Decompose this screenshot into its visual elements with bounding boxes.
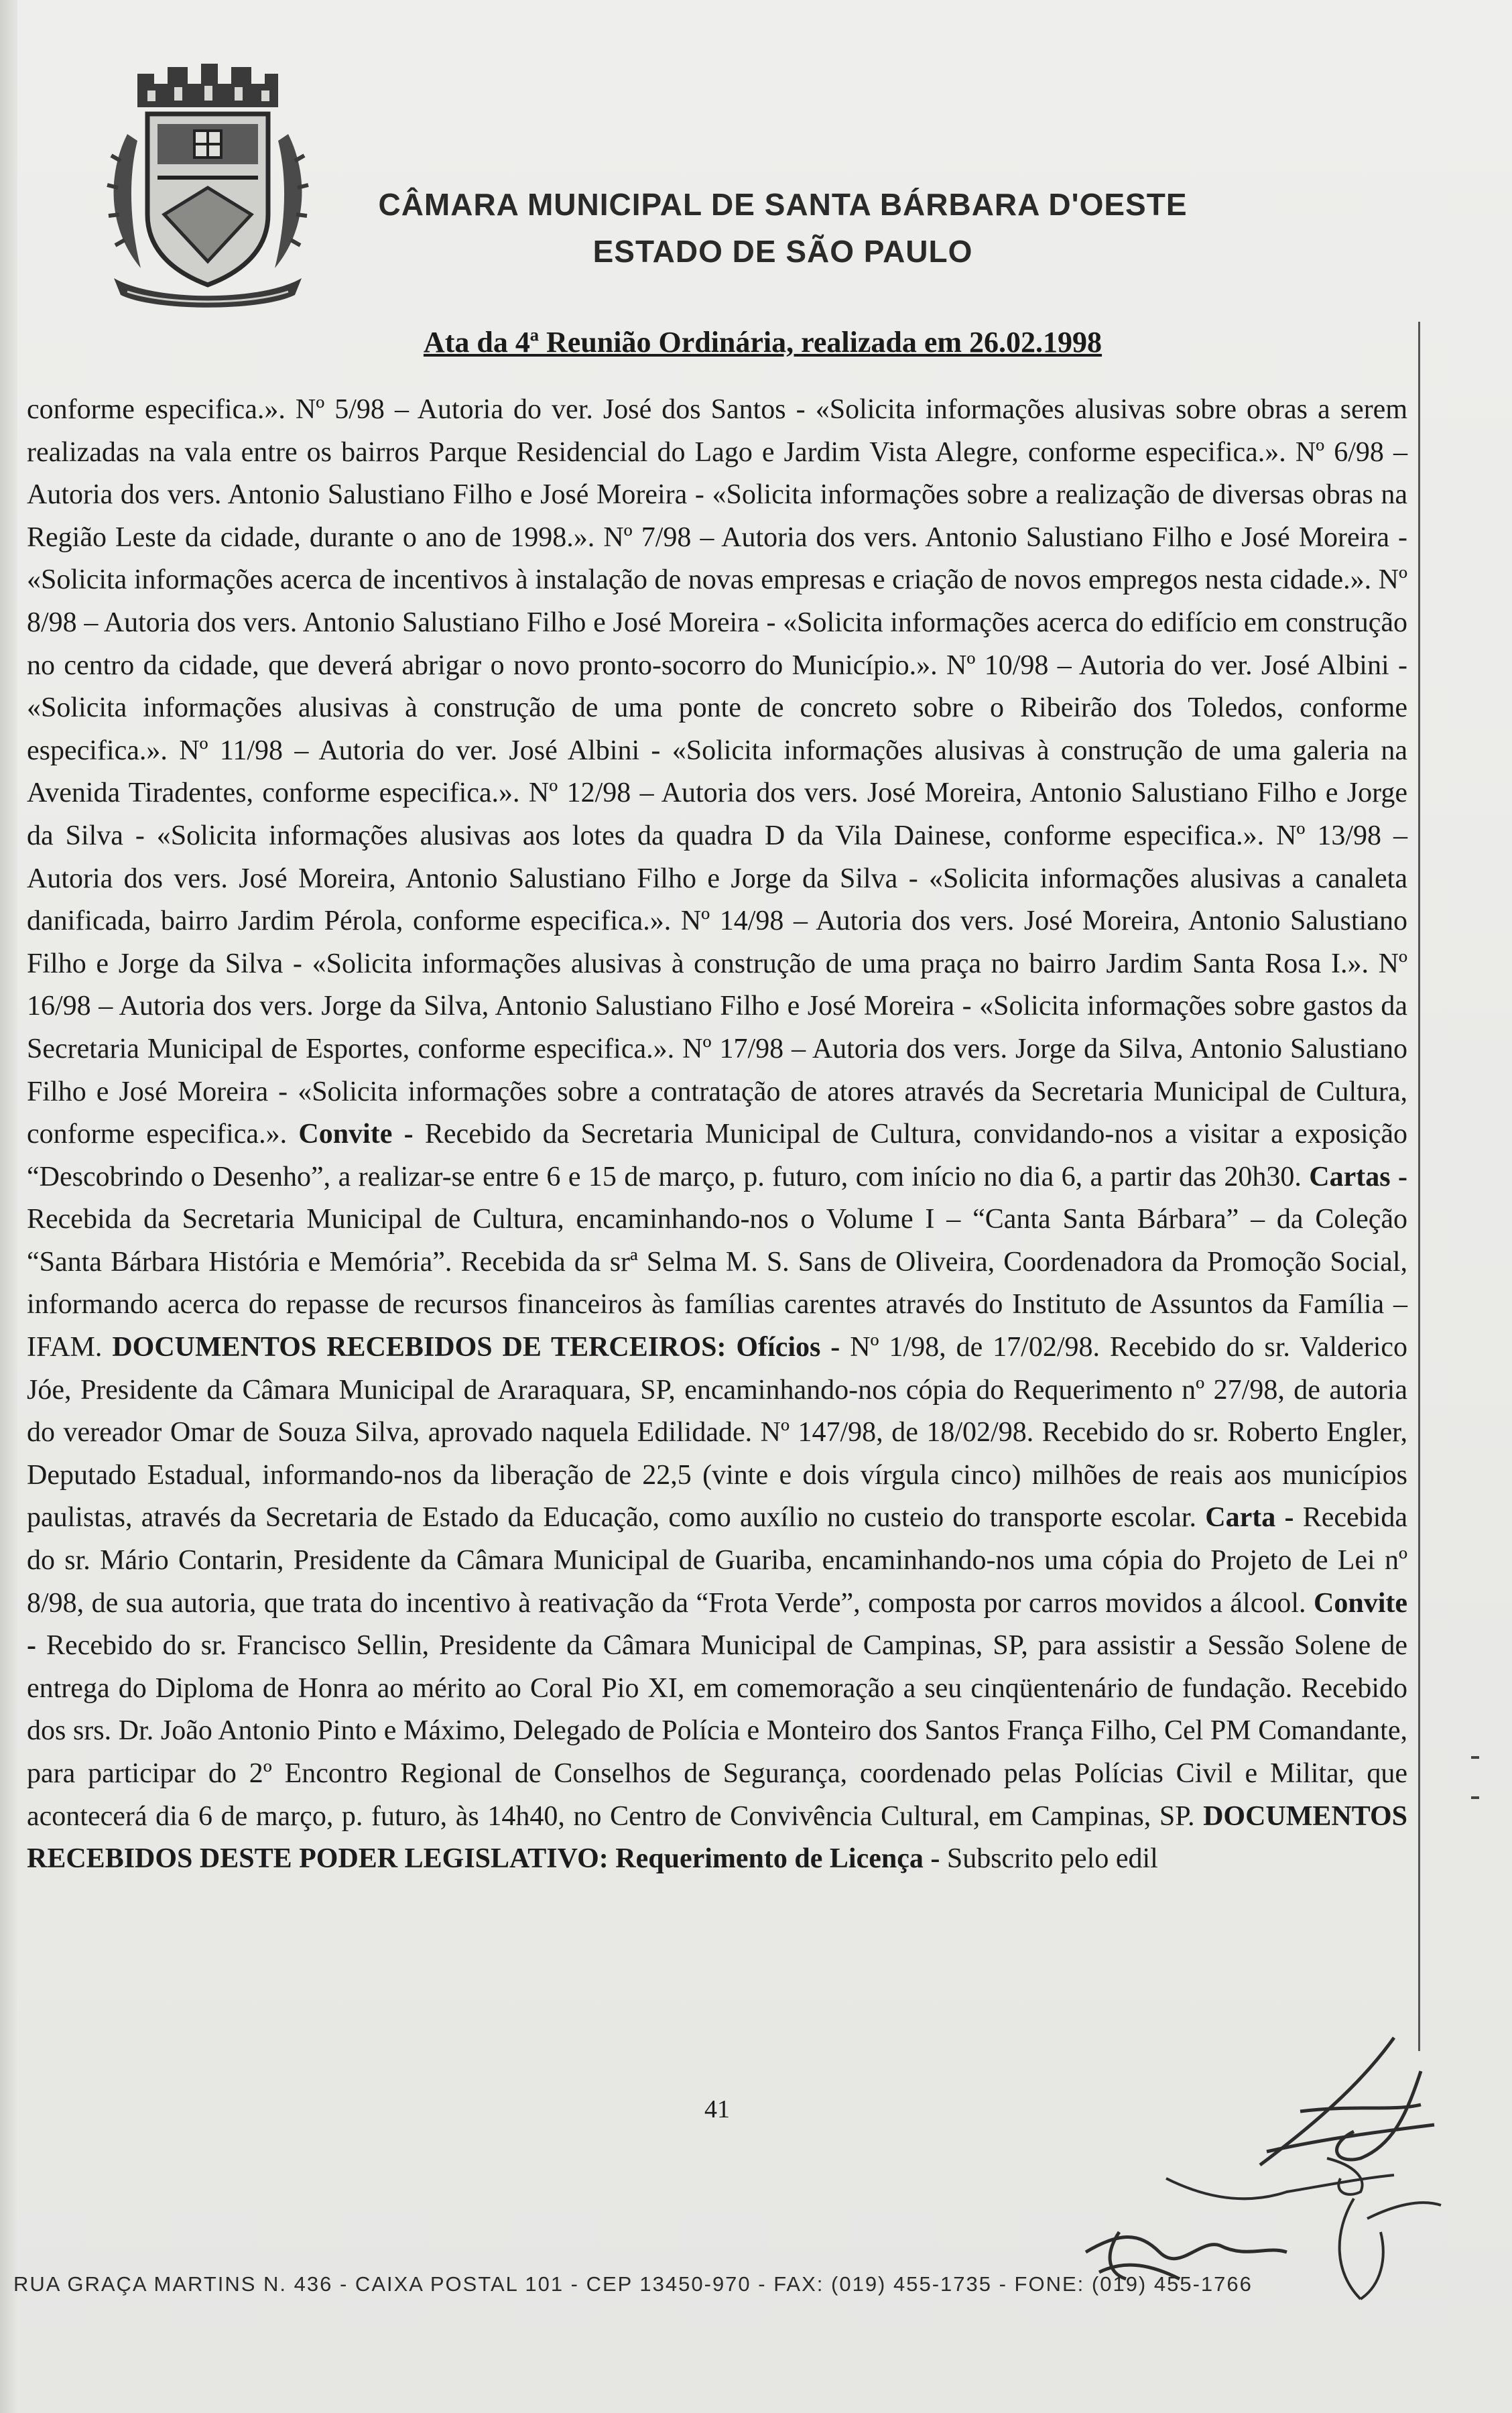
section-label: DOCUMENTOS RECEBIDOS DESTE PODER LEGISLATIVO: Requerimento de Licença - bbox=[27, 1800, 1407, 1875]
margin-mark bbox=[1471, 1796, 1479, 1799]
state-name: ESTADO DE SÃO PAULO bbox=[592, 234, 973, 269]
text-segment: Recebido da Secretaria Municipal de Cultura, convidando-nos a visitar a exposição “Descobrindo o Desenho”, a realizar-se entre 6 e 15 de março, p. futuro, com início no dia 6, a partir das 20h30. bbox=[27, 1119, 1407, 1192]
page-number: 41 bbox=[704, 2095, 730, 2123]
text-segment: Recebida do sr. Mário Contarin, Presidente da Câmara Municipal de Guariba, encaminhando-nos uma cópia do Projeto de Lei nº 8/98, de sua autoria, que trata do incentivo à reativação da “Frota Verde”, composta por carros movidos a álcool. bbox=[27, 1502, 1407, 1619]
footer-address: RUA GRAÇA MARTINS N. 436 - CAIXA POSTAL 101 - CEP 13450-970 - FAX: (019) 455-1735 - FONE: (019) 455-1766 bbox=[13, 2272, 1253, 2296]
text-segment: Recebido do sr. Francisco Sellin, Presidente da Câmara Municipal de Campinas, SP, para assistir a Sessão Solene de entrega do Diploma de Honra ao mérito ao Coral Pio XI, em comemoração a seu cinqüentenário de fundação. Recebido dos srs. Dr. João Antonio Pinto e Máximo, Delegado de Polícia e Monteiro dos Santos França Filho, Cel PM Comandante, para participar do 2º Encontro Regional de Conselhos de Segurança, coordenado pelas Polícias Civil e Militar, que acontecerá dia 6 de março, p. futuro, às 14h40, no Centro de Convivência Cultural, em Campinas, SP. bbox=[27, 1630, 1407, 1832]
minutes-body bbox=[27, 389, 1407, 1881]
section-label: Carta - bbox=[1205, 1502, 1303, 1534]
section-label: DOCUMENTOS RECEBIDOS DE TERCEIROS: Ofícios - bbox=[112, 1332, 850, 1363]
text-segment: conforme especifica.». Nº 5/98 – Autoria do ver. José dos Santos - «Solicita informações alusivas sobre obras a serem realizadas na vala entre os bairros Parque Residencial do Lago e Jardim Vista Alegre, conforme especifica.». Nº 6/98 – Autoria dos vers. Antonio Salustiano Filho e José Moreira - «Solicita informações sobre a realização de diversas obras na Região Leste da cidade, durante o ano de 1998.». Nº 7/98 – Autoria dos vers. Antonio Salustiano Filho e José Moreira - «Solicita informações acerca de incentivos à instalação de novas empresas e criação de novos empregos nesta cidade.». Nº 8/98 – Autoria dos vers. Antonio Salustiano Filho e José Moreira - «Solicita informações acerca do edifício em construção no centro da cidade, que deverá abrigar o novo pronto-socorro do Município.». Nº 10/98 – Autoria do ver. José Albini - «Solicita informações alusivas à construção de uma ponte de concreto sobre o Ribeirão dos Toledos, conforme especifica.». Nº 11/98 – Autoria do ver. José Albini - «Solicita informações alusivas à construção de uma galeria na Avenida Tiradentes, conforme especifica.». Nº 12/98 – Autoria dos vers. José Moreira, Antonio Salustiano Filho e Jorge da Silva - «Solicita informações alusivas aos lotes da quadra D da Vila Dainese, conforme especifica.». Nº 13/98 – Autoria dos vers. José Moreira, Antonio Salustiano Filho e Jorge da Silva - «Solicita informações alusivas a canaleta danificada, bairro Jardim Pérola, conforme especifica.». Nº 14/98 – Autoria dos vers. José Moreira, Antonio Salustiano Filho e Jorge da Silva - «Solicita informações alusivas à construção de uma praça no bairro Jardim Santa Rosa I.». Nº 16/98 – Autoria dos vers. Jorge da Silva, Antonio Salustiano Filho e José Moreira - «Solicita informações sobre gastos da Secretaria Municipal de Esportes, conforme especifica.». Nº 17/98 – Autoria dos vers. Jorge da Silva, Antonio Salustiano Filho e José Moreira - «Solicita informações sobre a contratação de atores através da Secretaria Municipal de Cultura, conforme especifica.». bbox=[27, 394, 1407, 1150]
handwritten-signatures-icon bbox=[1046, 2031, 1474, 2312]
text-segment: Nº 1/98, de 17/02/98. Recebido do sr. Valderico Jóe, Presidente da Câmara Municipal de Araraquara, SP, encaminhando-nos cópia do Requerimento nº 27/98, de autoria do vereador Omar de Souza Silva, aprovado naquela Edilidade. Nº 147/98, de 18/02/98. Recebido do sr. Roberto Engler, Deputado Estadual, informando-nos da liberação de 22,5 (vinte e dois vírgula cinco) milhões de reais aos municípios paulistas, através da Secretaria de Estado da Educação, como auxílio no custeio do transporte escolar. bbox=[27, 1332, 1407, 1534]
section-label: Cartas - bbox=[1309, 1161, 1407, 1192]
text-segment: Subscrito pelo edil bbox=[946, 1843, 1158, 1875]
margin-mark bbox=[1471, 1756, 1479, 1759]
right-margin-rule bbox=[1418, 322, 1420, 2051]
scan-edge-shadow bbox=[0, 0, 17, 2413]
section-label: Convite - bbox=[27, 1587, 1407, 1662]
text-segment: Recebida da Secretaria Municipal de Cultura, encaminhando-nos o Volume I – “Canta Santa Bárbara” – da Coleção “Santa Bárbara História e Memória”. Recebida da srª Selma M. S. Sans de Oliveira, Coordenadora da Promoção Social, informando acerca do repasse de recursos financeiros às famílias carentes através do Instituto de Assuntos da Família – IFAM. bbox=[27, 1204, 1407, 1363]
document-title: Ata da 4ª Reunião Ordinária, realizada em 26.02.1998 bbox=[423, 326, 1102, 359]
section-label: Convite - bbox=[298, 1119, 425, 1150]
minutes-paragraph bbox=[27, 389, 1407, 1881]
institution-name: CÂMARA MUNICIPAL DE SANTA BÁRBARA D'OESTE bbox=[378, 187, 1188, 222]
